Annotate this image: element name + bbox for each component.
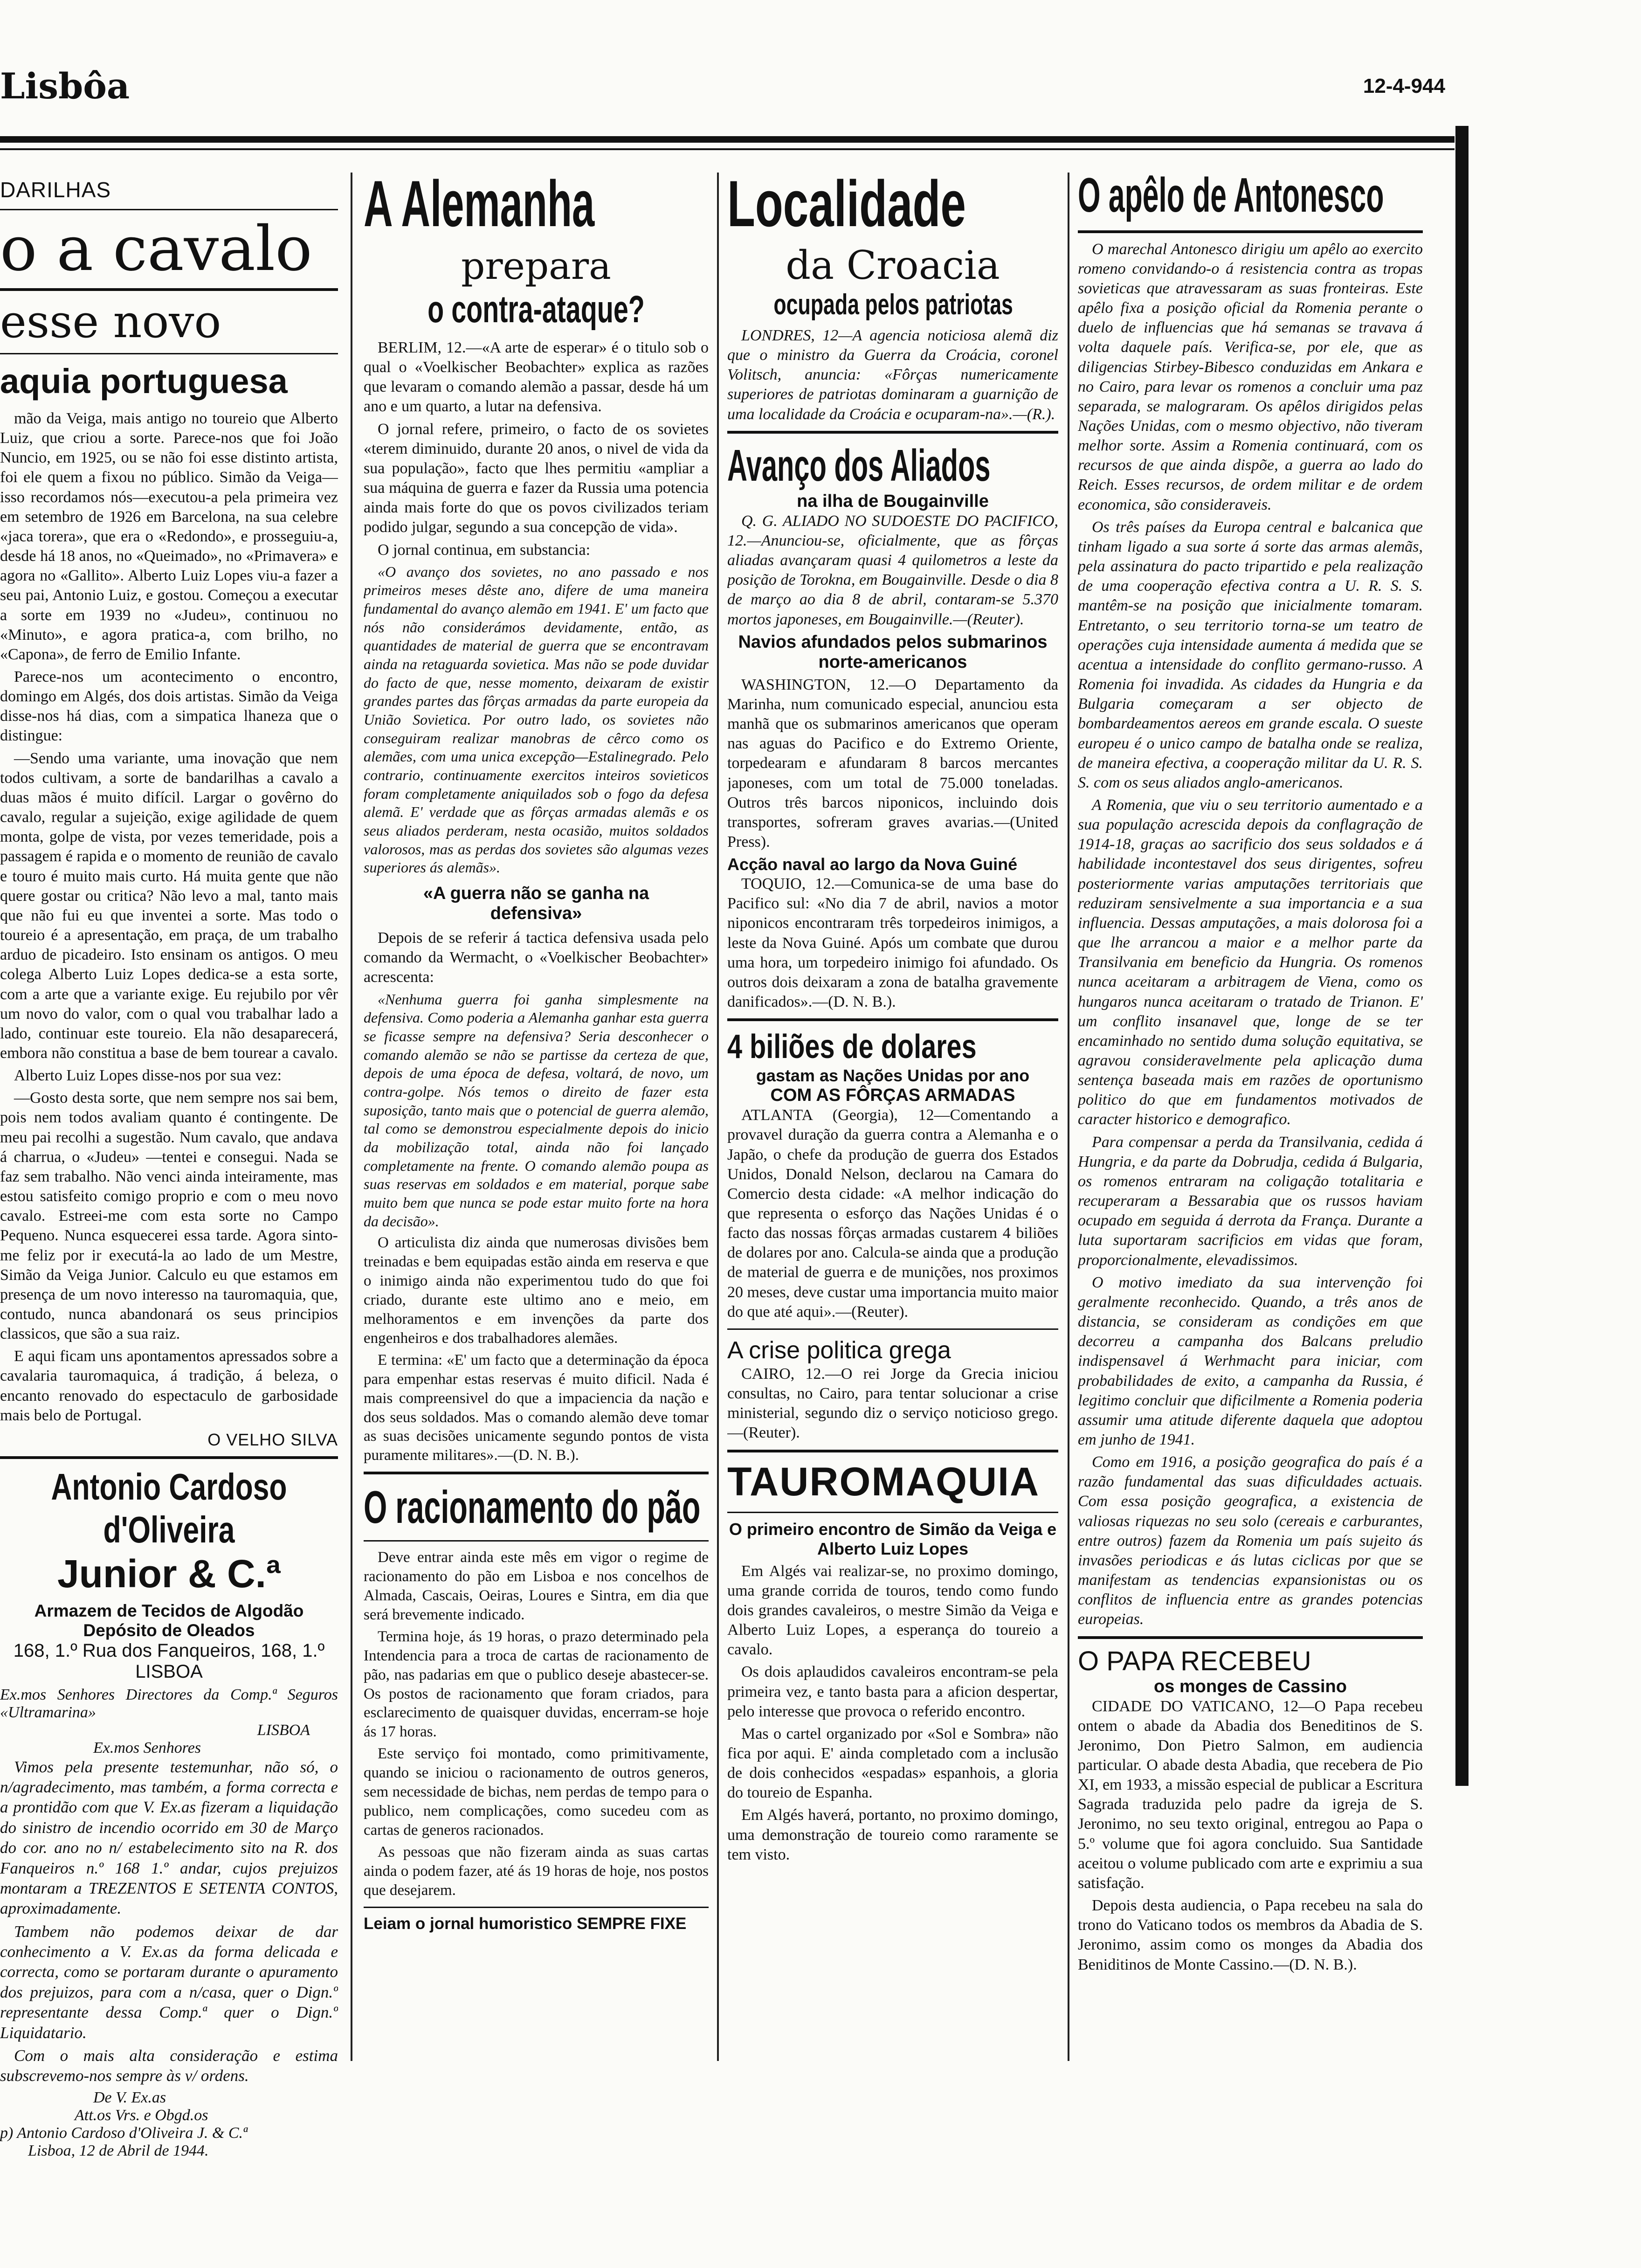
paragraph: TOQUIO, 12.—Comunica-se de uma base do Pacifico sul: «No dia 7 de abril, navios a motor niponicos encontraram três torpedeiros inimigos, a leste da Nova Guiné. Após um combate que durou uma hora, um torpedeiro inimigo foi afundado. Os outros dois deixaram a zona de batalha gravemente danificados».—(D. N. B.). (727, 875, 1058, 1011)
subheadline: COM AS FÔRÇAS ARMADAS (770, 1086, 1015, 1106)
subheadline: os monges de Cassino (1154, 1676, 1347, 1696)
header-rule-thin (0, 148, 1455, 150)
promo-line: Leiam o jornal humoristico SEMPRE FIXE (364, 1914, 687, 1933)
header-rule (0, 136, 1455, 143)
article-body (0, 409, 338, 1425)
paragraph: O jornal refere, primeiro, o facto de os sovietes «terem diminuido, durante 20 anos, o nivel de vida da sua população», facto que lhes permitiu «ampliar a sua máquina de guerra e fazer da Russia uma potencia ainda mais forte do que os povos civilizados teriam podido julgar, segundo a sua concepção de vida». (364, 420, 709, 536)
paragraph: O jornal continua, em substancia: (378, 541, 591, 559)
paragraph: —Gosto desta sorte, que nem sempre nos sai bem, pois nem todos avaliam quanto é contingente. De meu pai recolhi a sugestão. Num cavalo, que andava á charrua, o «Judeu» —tentei e consegui. Nada se faz sem trabalho. Não venci ainda inteiramente, mas estou satisfeito comigo proprio e com o meu novo cavalo. Estreei-me com esta sorte no Campo Pequeno. Nunca esquecerei essa tarde. Agora sinto-me feliz por ir executá-la ao lado de um Mestre, Simão da Veiga Junior. Calculo eu que estamos em presença de um novo interesso na tauromaquia, que, contudo, nunca abandonará os seus principios classicos, que são a sua raiz. (0, 1089, 338, 1343)
paragraph: O motivo imediato da sua intervenção foi geralmente reconhecido. Quando, a três anos de distancia, se consideram as condições em que decorreu a campanha dos Balcans preludio indispensavel á Werhmacht para iniciar, com probabilidades de exito, a campanha da Russia, é legitimo concluir que dificilmente a Romenia poderia assumir uma atitude diferente daquela que adoptou em junho de 1941. (1078, 1273, 1423, 1448)
ad-address: 168, 1.º Rua dos Fanqueiros, 168, 1.º (13, 1640, 325, 1661)
subsection-title: Acção naval ao largo da Nova Guiné (727, 855, 1018, 874)
ad-line: Armazem de Tecidos de Algodão (34, 1601, 304, 1620)
paragraph: LONDRES, 12—A agencia noticiosa alemã diz que o ministro da Guerra da Croácia, coronel Volitsch, anuncia: «Fôrças numericamente superiores de patriotas dominaram a guarnição de uma localidade da Croácia e ocuparam-na».—(R.). (727, 327, 1058, 423)
subheadline: ocupada pelos patriotas (773, 289, 1013, 321)
headline: A crise politica grega (727, 1336, 951, 1364)
divider (727, 1450, 1058, 1452)
divider (0, 353, 338, 354)
advertisement (0, 1466, 338, 2160)
paragraph: E termina: «E' um facto que a determinação da época para empenhar estas reservas é muito dificil. Nada é mais compreensivel do que a impaciencia da nação e dos seus soldados. Mas o comando alemão deve tomar as suas decisões unicamente segundo pontos de vista puramente militares».—(D. N. B.). (364, 1351, 709, 1464)
ad-closing: Att.os Vrs. e Obgd.os (75, 2106, 208, 2124)
headline-line-2: esse novo (0, 295, 221, 348)
headline: Avanço dos Aliados (727, 440, 991, 491)
paragraph: CIDADE DO VATICANO, 12—O Papa recebeu ontem o abade da Abadia dos Beneditinos de S. Jeronimo, Don Pietro Salmon, em audiencia particular. O abade desta Abadia, que recebera de Pio XI, em 1933, a missão especial de publicar a Escritura Sagrada traduzida pelo padre da igreja de S. Jeronimo, no seu texto original, entregou ao Papa o 5.º volume que foi agora concluido. Sua Santidade aceitou o volume publicado com arte e exprimiu a sua satisfação. (1078, 1697, 1423, 1892)
headline: O racionamento do pão (364, 1481, 701, 1533)
paragraph: BERLIM, 12.—«A arte de esperar» é o titulo sob o qual o «Voelkischer Beobachter» explica as razões que levaram o comando alemão a passar, desde há um ano e um quarto, a lutar na defensiva. (364, 339, 709, 415)
subheadline: O primeiro encontro de Simão da Veiga e Alberto Luiz Lopes (729, 1519, 1057, 1558)
paragraph: WASHINGTON, 12.—O Departamento da Marinha, num comunicado especial, anunciou esta manhã que os submarinos americanos que operam nas aguas do Pacifico e do Extremo Oriente, torpedearam e afundaram 8 barcos mercantes japoneses, com um total de 75.000 toneladas. Outros três barcos niponicos, incluindo dois transportes, sofreram graves avarias.—(United Press). (727, 676, 1058, 850)
paragraph: Depois de se referir á tactica defensiva usada pelo comando da Wermacht, o «Voelkischer Beobachter» acrescenta: (364, 929, 709, 986)
paragraph: Deve entrar ainda este mês em vigor o regime de racionamento do pão em Lisboa e nos concelhos de Almada, Cascais, Oeiras, Loures e Sintra, em dia que será brevemente indicado. (364, 1549, 709, 1623)
section-kicker: DARILHAS (0, 178, 111, 202)
headline: o a cavalo (0, 213, 312, 285)
ad-city: LISBOA (135, 1661, 203, 1682)
divider (1078, 230, 1423, 233)
paragraph: E aqui ficam uns apontamentos apressados sobre a cavalaria tauromaquica, á tradição, á beleza, o encanto renovado do espectaculo de garbosidade mais belo de Portugal. (0, 1348, 338, 1424)
ad-company-name: Antonio Cardoso d'Oliveira (51, 1466, 287, 1550)
divider (0, 1456, 338, 1459)
paragraph: Os três países da Europa central e balcanica que tinham ligado a sua sorte á sorte das armas alemãs, pela assinatura do pacto tripartido e pela realização de uma cooperação efectiva contra a U. R. S. S. mantêm-se na posição que inicialmente tomaram. Entretanto, o seu territorio torna-se um teatro de operações cuja intensidade aumenta á medida que se acentua a intensidade do conflito germano-russo. A Romenia foi invadida. As cidades da Hungria e da Bulgaria começaram a ser objecto de bombardeamentos aereos em grande escala. O sueste europeu é o unico campo de batalha onde se realiza, de maneira efectiva, a cooperação militar da U. R. S. S. com os seus aliados anglo-americanos. (1078, 518, 1423, 791)
paragraph: Em Algés haverá, portanto, no proximo domingo, uma demonstração de toureio como raramente se tem visto. (727, 1806, 1058, 1863)
column-4 (1078, 168, 1423, 2257)
column-divider (717, 173, 719, 2061)
paragraph: Depois desta audiencia, o Papa recebeu na sala do trono do Vaticano todos os membros da Abadia de S. Jeronimo, assim como os monges da Abadia dos Beniditinos de Monte Cassino.—(D. N. B.). (1078, 1897, 1423, 1973)
author-signature: O VELHO SILVA (207, 1430, 338, 1449)
ad-closing: p) Antonio Cardoso d'Oliveira J. & C.ª (0, 2124, 248, 2142)
subheadline: o contra-ataque? (427, 288, 645, 331)
ad-paragraph: Com o mais alta consideração e estima subscrevemo-nos sempre às v/ ordens. (0, 2047, 338, 2085)
divider (1078, 1636, 1423, 1639)
divider (364, 1540, 709, 1542)
paragraph: —Sendo uma variante, uma inovação que nem todos cultivam, a sorte de bandarilhas a cavalo a duas mãos é muito difícil. Largar o govêrno do cavalo, regular a sujeição, exige agilidade de quem monta, golpe de vista, por vezes temeridade, pois a passagem é rapida e o momento de reunião de cavalo e touro é muito mais curto. Há muita gente que não quere gostar ou critica? Não levo a mal, tanto mais que não fui eu que inventei a sorte. Mas todo o toureio é a apresentação, em praça, de um trabalho arduo de picadeiro. Isto ensinam os antigos. O meu colega Alberto Luiz Lopes dedica-se a esta sorte, com a arte que a variante exige. Eu rejubilo por vêr um novo do valor, com o qual vou trabalhar lado a lado, continuar este toureio. Ela não desaparecerá, embora não constitua a base de bem tourear a cavalo. (0, 749, 338, 1062)
ad-salutation: Ex.mos Senhores (93, 1739, 201, 1756)
paragraph: O articulista diz ainda que numerosas divisões bem treinadas e bem equipadas estão ainda em reserva e que o inimigo ainda não experimentou tudo do que foi criado, durante este ultimo ano e meio, em melhoramentos e em invenções da parte dos engenheiros e dos trabalhadores alemães. (364, 1234, 709, 1347)
headline-line-3: aquia portuguesa (0, 362, 288, 401)
subheadline: prepara (461, 244, 611, 288)
column-divider (351, 173, 352, 2061)
paragraph: Q. G. ALIADO NO SUDOESTE DO PACIFICO, 12.—Anunciou-se, oficialmente, que as fôrças aliadas avançaram quasi 4 quilometros a leste da posição de Torokna, em Bougainville. Desde o dia 8 de março ao dia 8 de abril, contaram-se 5.370 mortos japoneses, em Bougainville.—(Reuter). (727, 512, 1058, 628)
page-edge-bar (1455, 126, 1469, 1786)
ad-closing: Lisboa, 12 de Abril de 1944. (28, 2142, 209, 2159)
ad-line: Depósito de Oleados (83, 1620, 255, 1640)
column-1 (0, 168, 338, 2257)
headline: A Alemanha (364, 168, 595, 240)
ad-recipient-city: LISBOA (257, 1721, 310, 1739)
column-2 (364, 168, 709, 2257)
headline: O PAPA RECEBEU (1078, 1646, 1311, 1676)
headline: Localidade (727, 168, 966, 240)
paragraph: O marechal Antonesco dirigiu um apêlo ao exercito romeno convidando-o á resistencia contra as tropas sovieticas que atravessaram as suas fronteiras. Este apêlo fixa a posição oficial da Romenia perante o duelo de influencias que há semanas se travava á volta daquele país. Verifica-se, por ele, que as diligencias Stirbey-Bibesco conduzidas em Ankara e no Cairo, para levar os romenos a concluir uma paz separada, se malograram. Os apêlos dirigidos pelas Nações Unidas, com o mesmo objectivo, não tiveram melhor sorte. Assim a Romenia continuará, com os recursos de que ainda dispõe, a guerra ao lado do Reich. Esses recursos, de ordem militar e de ordem economica, são consideraveis. (1078, 240, 1423, 513)
headline: 4 biliões de dolares (727, 1028, 977, 1066)
headline: O apêlo de Antonesco (1078, 168, 1384, 222)
paragraph: Os dois aplaudidos cavaleiros encontram-se pela primeira vez, e tanto basta para a aficion despertar, pelo interesse que provoca o referido encontro. (727, 1663, 1058, 1720)
ad-recipient: Ex.mos Senhores Directores da Comp.ª Seguros «Ultramarina» (0, 1686, 338, 1721)
page-date: 12-4-944 (1363, 75, 1445, 97)
divider (727, 1018, 1058, 1021)
paragraph: Parece-nos um acontecimento o encontro, domingo em Algés, dos dois artistas. Simão da Veiga disse-nos há dias, com a simpatica lhaneza que o distingue: (0, 668, 338, 745)
column-3 (727, 168, 1058, 2257)
ad-closing: De V. Ex.as (93, 2088, 166, 2106)
section-title: TAUROMAQUIA (727, 1459, 1040, 1504)
newspaper-title: Lisbôa (0, 65, 130, 107)
paragraph: ATLANTA (Georgia), 12—Comentando a provavel duração da guerra contra a Alemanha e o Japão, o chefe da produção de guerra dos Estados Unidos, Donald Nelson, declarou na Camara do Comercio desta cidade: «A melhor indicação do que representa o esforço das Nações Unidas é o facto das nossas fôrças armadas custarem 4 biliões de dolares por ano. Calcula-se ainda que a produção de material de guerra e de munições, nos proximos 20 meses, deve custar uma importancia muito maior do que até aqui».—(Reuter). (727, 1106, 1058, 1321)
paragraph: Termina hoje, ás 19 horas, o prazo determinado pela Intendencia para a troca de cartas de racionamento de pão, nas padarias em que o publico deseje abastecer-se. Os postos de racionamento que foram criados, para esclarecimento de quaisquer duvidas, encerram-se hoje ás 17 horas. (364, 1628, 709, 1741)
paragraph: Mas o cartel organizado por «Sol e Sombra» não fica por aqui. E' ainda completado com a inclusão de dois conhecidos «espadas» espanhois, a gloria do toureio de Espanha. (727, 1725, 1058, 1802)
paragraph: Como em 1916, a posição geografica do país é a razão fundamental das suas dificuldades actuais. Com essa posição geografica, a existencia de valiosas riquezas no seu solo (cereais e carburantes, entre outros) fazem da Romenia um país sujeito ás invasões periodicas e ás lutas ciclicas por que se manifestam as tendencias expansionistas ou os conflitos de influencia entre as grandes potencias europeias. (1078, 1453, 1423, 1628)
paragraph: As pessoas que não fizeram ainda as suas cartas ainda o podem fazer, até ás 19 horas de hoje, nos postos que desejarem. (364, 1843, 709, 1899)
divider (364, 1472, 709, 1474)
ad-company-suffix: Junior & C.ª (57, 1551, 281, 1596)
quoted-text: «Nenhuma guerra foi ganha simplesmente na defensiva. Como poderia a Alemanha ganhar esta guerra se ficasse sempre na defensiva? Seria desconhecer o comando alemão se não se partisse da certeza de que, depois de uma época de defesa, voltará, de novo, um contra-golpe. Nós temos o direito de fazer esta suposição, tanto mais que o potencial de guerra alemão, tal como se demonstrou especialmente depois do inicio da mobilização total, ainda não foi lançado completamente na frente. O comando alemão poupa as suas reservas em soldados e em material, porque sabe muito bem que nunca se pode estar muito forte na hora da decisão». (364, 990, 709, 1230)
paragraph: Este serviço foi montado, como primitivamente, quando se iniciou o racionamento de outros generos, sem necessidade de bichas, nem perdas de tempo para o publico, nem complicações, como sucedeu com as cartas de generos racionados. (364, 1745, 709, 1839)
paragraph: mão da Veiga, mais antigo no toureio que Alberto Luiz, que criou a sorte. Parece-nos que foi João Nuncio, em 1925, ou se não foi esse distinto artista, foi ele quem a fixou no público. Simão da Veiga—isso recordamos nós—executou-a pela primeira vez em setembro de 1926 em Barcelona, na sua celebre «jaca torera», que era o «Redondo», e prosseguiu-a, desde há 18 anos, no «Queimado», no «Primavera» e agora no «Gallito». Alberto Luiz Lopes viu-a fazer a seu pai, Antonio Luiz, e gostou. Começou a executar a sorte em 1939 no «Judeu», continuou no «Minuto», e agora pratica-a, com brilho, no «Capona», de ferro de Emilio Infante. (0, 409, 338, 663)
paragraph: CAIRO, 12.—O rei Jorge da Grecia iniciou consultas, no Cairo, para tentar solucionar a crise ministerial, segundo diz o serviço noticioso grego.—(Reuter). (727, 1365, 1058, 1442)
subsection-title: «A guerra não se ganha na defensiva» (423, 884, 649, 924)
ad-paragraph: Tambem não podemos deixar de dar conhecimento a V. Ex.as da forma delicada e correcta, como se portaram durante o apuramento dos prejuizos, para com a n/casa, quer o Dign.º representante dessa Comp.ª quer o Dign.º Liquidatario. (0, 1922, 338, 2042)
subheadline: na ilha de Bougainville (797, 491, 989, 511)
ad-paragraph: Vimos pela presente testemunhar, não só, o n/agradecimento, mas também, a forma correcta e a prontidão com que V. Ex.as fizeram a liquidação do sinistro de incendio ocorrido em 30 de Março do cor. ano no n/ estabelecimento sito na R. dos Fanqueiros n.º 168 1.º andar, cujos prejuizos montaram a TREZENTOS E SETENTA CONTOS, aproximadamente. (0, 1757, 338, 1918)
paragraph: A Romenia, que viu o seu territorio aumentado e a sua população acrescida depois da conflagração de 1914-18, graças ao sacrificio dos seus soldados e á habilidade incontestavel dos seus dirigentes, sofreu posteriormente varias amputações territoriais que reduziram sensivelmente a sua importancia e a sua influencia. Dessas amputações, a mais dolorosa foi a que lhe arrancou a maior e a melhor parte da Transilvania em beneficio da Hungria. Os romenos nunca aceitaram a arbitragem de Viena, como os hungaros nunca aceitaram o tratado de Trianon. E' um conflito insanavel que, longe de se ter encaminhado no sentido duma solução equitativa, se agravou consideravelmente pela aplicação duma sentença baseada mais em razões de oportunismo politico do que em fundamentos motivados de caracter historico e demografico. (1078, 796, 1423, 1128)
paragraph: Em Algés vai realizar-se, no proximo domingo, uma grande corrida de touros, tendo como fundo dois grandes cavaleiros, o mestre Simão da Veiga e Alberto Luiz Lopes, a esperança do toureio a cavalo. (727, 1562, 1058, 1659)
subheadline: da Croacia (786, 242, 1000, 288)
divider (364, 1907, 709, 1908)
divider (0, 209, 338, 210)
column-divider (1068, 173, 1069, 2061)
quoted-text: «O avanço dos sovietes, no ano passado e nos primeiros meses dêste ano, difere de uma maneira fundamental do avanço alemão em 1941. E' um facto que nós não considerámos devidamente, então, as quantidades de material de guerra que se encontravam ainda na retaguarda sovietica. Mas não se pode duvidar do facto de que, nesse momento, deixaram de existir grandes partes das fôrças armadas da parte europeia da União Sovietica. Por outro lado, os sovietes não conseguiram realizar manobras de cêrco como os alemães, com uma unica excepção—Estalinegrado. Pelo contrario, continuamente exercitos inteiros sovieticos foram completamente aniquilados sob o fogo da defesa alemã. E' verdade que as fôrças armadas alemãs e os seus aliados perderam, nesta ocasião, muitos soldados valorosos, mas as perdas dos sovietes são algumas vezes superiores ás alemãs». (364, 563, 709, 876)
divider (727, 431, 1058, 434)
divider (0, 288, 338, 291)
paragraph: Para compensar a perda da Transilvania, cedida á Hungria, e da parte da Dobrudja, cedida á Bulgaria, os romenos entraram na coligação totalitaria e recuperaram a Bessarabia que os russos haviam ocupado em seguida á derrota da França. Durante a luta suportaram sacrificios em vidas que foram, proporcionalmente, elevadissimos. (1078, 1133, 1423, 1269)
divider (727, 1512, 1058, 1513)
divider (727, 1328, 1058, 1330)
subsection-title: Navios afundados pelos submarinos norte-americanos (738, 632, 1048, 672)
subheadline: gastam as Nações Unidas por ano (756, 1066, 1030, 1086)
paragraph: Alberto Luiz Lopes disse-nos por sua vez: (14, 1067, 282, 1085)
